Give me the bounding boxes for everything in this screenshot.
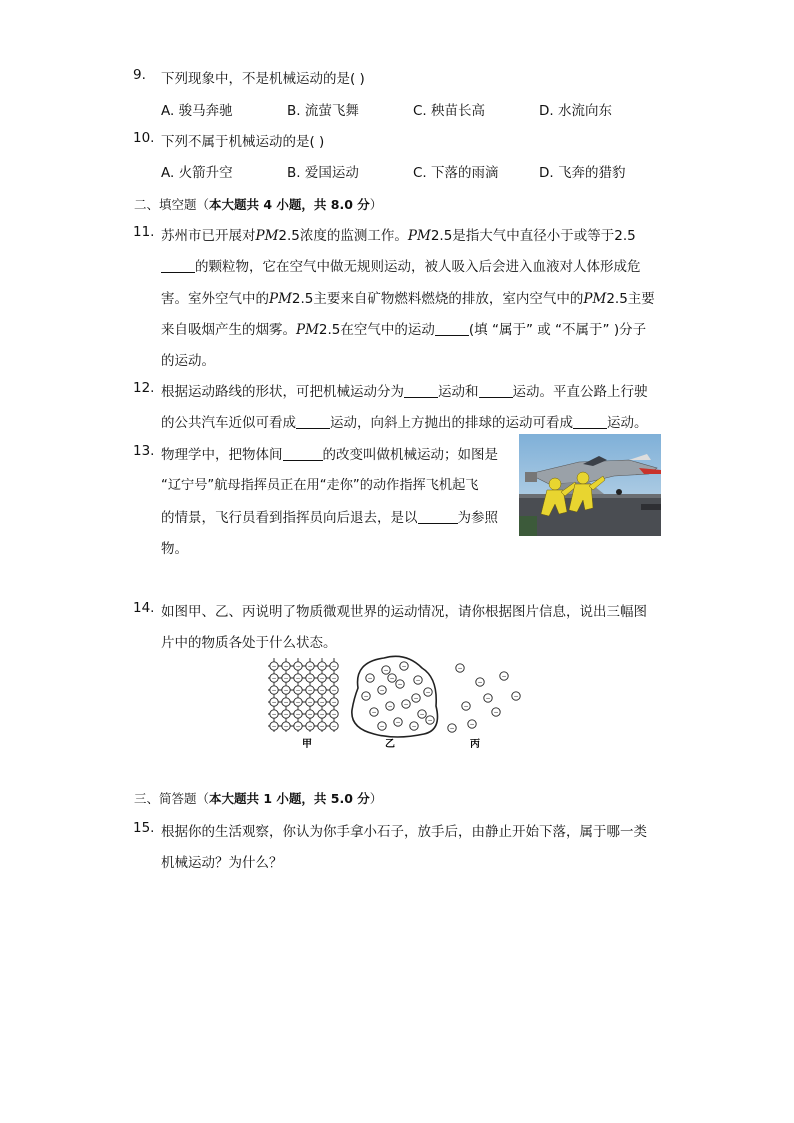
svg-text:−: − — [477, 679, 483, 687]
question-stem: 下列现象中，不是机械运动的是( ) — [161, 71, 365, 87]
question-number: 14. — [133, 600, 155, 616]
svg-text:−: − — [307, 723, 313, 731]
question-line: 如图甲、乙、丙说明了物质微观世界的运动情况，请你根据图片信息，说出三幅图 — [161, 604, 647, 620]
gas-particles — [448, 664, 520, 732]
svg-text:−: − — [427, 717, 433, 725]
particle — [294, 662, 302, 670]
question-number: 12. — [133, 380, 155, 396]
particle — [306, 710, 314, 718]
particle — [402, 700, 410, 708]
answer-blank[interactable] — [479, 385, 513, 398]
liquid-particles — [362, 662, 434, 730]
svg-text:−: − — [319, 687, 325, 695]
question-line: 来自吸烟产生的烟雾。PM2.5在空气中的运动 (填 “属于” 或 “不属于” )分子 — [161, 322, 647, 338]
particle — [306, 674, 314, 682]
particle — [382, 666, 390, 674]
svg-text:−: − — [271, 663, 277, 671]
particle — [378, 686, 386, 694]
question-line: 物。 — [161, 541, 188, 557]
svg-text:−: − — [513, 693, 519, 701]
solid-lattice-diagram — [268, 658, 338, 732]
particle — [386, 702, 394, 710]
particle — [330, 662, 338, 670]
particle — [282, 686, 290, 694]
particle — [282, 698, 290, 706]
particle — [426, 716, 434, 724]
svg-text:−: − — [283, 663, 289, 671]
particle — [412, 694, 420, 702]
svg-text:−: − — [295, 723, 301, 731]
particle — [270, 674, 278, 682]
particle — [370, 708, 378, 716]
question-line: 害。室外空气中的PM2.5主要来自矿物燃料燃烧的排放，室内空气中的PM2.5主要 — [161, 291, 655, 307]
svg-text:−: − — [319, 723, 325, 731]
particle — [282, 662, 290, 670]
question-number: 9. — [133, 67, 146, 83]
answer-blank[interactable] — [283, 448, 323, 461]
svg-text:−: − — [415, 677, 421, 685]
svg-text:−: − — [319, 699, 325, 707]
svg-text:−: − — [271, 723, 277, 731]
svg-text:−: − — [295, 687, 301, 695]
svg-text:−: − — [331, 723, 337, 731]
svg-text:−: − — [363, 693, 369, 701]
svg-text:−: − — [493, 709, 499, 717]
svg-text:−: − — [331, 663, 337, 671]
particle — [330, 698, 338, 706]
particle — [484, 694, 492, 702]
question-number: 11. — [133, 224, 155, 240]
particle-states-figure — [266, 654, 530, 754]
svg-text:−: − — [425, 689, 431, 697]
svg-text:−: − — [331, 699, 337, 707]
particle — [378, 722, 386, 730]
svg-text:−: − — [395, 719, 401, 727]
question-line: 的公共汽车近似可看成 运动，向斜上方抛出的排球的运动可看成 运动。 — [161, 415, 648, 431]
question-line: 物理学中，把物体间 的改变叫做机械运动；如图是 — [161, 447, 498, 463]
particle — [306, 722, 314, 730]
svg-text:−: − — [319, 711, 325, 719]
section-heading: 二、填空题（本大题共 4 小题，共 8.0 分） — [134, 197, 383, 212]
particle — [318, 722, 326, 730]
aircraft-carrier-photo — [519, 434, 661, 536]
option-a: A. 火箭升空 — [161, 165, 233, 181]
particle — [282, 674, 290, 682]
particle — [294, 722, 302, 730]
svg-text:−: − — [283, 711, 289, 719]
option-d: D. 飞奔的猎豹 — [539, 165, 626, 181]
svg-text:−: − — [307, 675, 313, 683]
answer-blank[interactable] — [573, 416, 607, 429]
svg-text:−: − — [307, 699, 313, 707]
svg-text:−: − — [501, 673, 507, 681]
question-number: 13. — [133, 443, 155, 459]
question-line: 苏州市已开展对PM2.5浓度的监测工作。PM2.5是指大气中直径小于或等于2.5 — [161, 228, 636, 244]
particle — [330, 674, 338, 682]
svg-text:−: − — [307, 687, 313, 695]
particle — [270, 686, 278, 694]
answer-blank[interactable] — [435, 323, 469, 336]
particle — [294, 710, 302, 718]
particle — [270, 662, 278, 670]
particle — [462, 702, 470, 710]
svg-text:−: − — [283, 699, 289, 707]
particle — [318, 674, 326, 682]
particle — [270, 722, 278, 730]
particle — [424, 688, 432, 696]
particle — [282, 710, 290, 718]
particle — [366, 674, 374, 682]
svg-text:−: − — [331, 687, 337, 695]
particle — [394, 718, 402, 726]
svg-text:−: − — [411, 723, 417, 731]
question-line: 根据你的生活观察，你认为你手拿小石子，放手后，由静止开始下落，属于哪一类 — [161, 824, 647, 840]
particle — [318, 710, 326, 718]
answer-blank[interactable] — [296, 416, 330, 429]
particle — [270, 710, 278, 718]
particle — [294, 698, 302, 706]
question-line: 根据运动路线的形状，可把机械运动分为 运动和 运动。平直公路上行驶 — [161, 384, 648, 400]
svg-text:−: − — [295, 675, 301, 683]
particle — [318, 662, 326, 670]
question-line: 机械运动？为什么？ — [161, 855, 283, 871]
particle — [294, 674, 302, 682]
svg-text:−: − — [271, 675, 277, 683]
figure-label-bing: 丙 — [470, 739, 480, 750]
svg-text:−: − — [319, 663, 325, 671]
svg-text:−: − — [457, 665, 463, 673]
svg-text:−: − — [449, 725, 455, 733]
svg-text:−: − — [283, 723, 289, 731]
svg-text:−: − — [485, 695, 491, 703]
answer-blank[interactable] — [418, 511, 458, 524]
svg-text:−: − — [331, 675, 337, 683]
particle — [362, 692, 370, 700]
svg-text:−: − — [379, 723, 385, 731]
svg-text:−: − — [295, 663, 301, 671]
particle — [418, 710, 426, 718]
svg-text:−: − — [383, 667, 389, 675]
svg-text:−: − — [367, 675, 373, 683]
svg-text:−: − — [387, 703, 393, 711]
particle — [410, 722, 418, 730]
particle — [400, 662, 408, 670]
particle — [270, 698, 278, 706]
svg-text:−: − — [271, 687, 277, 695]
svg-text:−: − — [413, 695, 419, 703]
particle — [294, 686, 302, 694]
particle — [476, 678, 484, 686]
particle — [396, 680, 404, 688]
particle — [306, 686, 314, 694]
particle — [330, 686, 338, 694]
svg-text:−: − — [283, 675, 289, 683]
section-heading: 三、简答题（本大题共 1 小题，共 5.0 分） — [134, 791, 383, 806]
svg-text:−: − — [295, 711, 301, 719]
svg-text:−: − — [331, 711, 337, 719]
particle — [330, 710, 338, 718]
particle — [318, 686, 326, 694]
question-number: 10. — [133, 130, 155, 146]
question-line: “辽宁号”航母指挥员正在用“走你”的动作指挥飞机起飞 — [161, 478, 479, 493]
option-c: C. 秧苗长高 — [413, 103, 486, 119]
particle — [448, 724, 456, 732]
svg-text:−: − — [389, 675, 395, 683]
option-d: D. 水流向东 — [539, 103, 612, 119]
option-b: B. 爱国运动 — [287, 165, 359, 181]
svg-text:−: − — [271, 699, 277, 707]
svg-text:−: − — [463, 703, 469, 711]
question-stem: 下列不属于机械运动的是( ) — [161, 134, 325, 150]
particle — [318, 698, 326, 706]
svg-text:−: − — [469, 721, 475, 729]
particle — [414, 676, 422, 684]
svg-text:−: − — [419, 711, 425, 719]
question-number: 15. — [133, 820, 155, 836]
particle — [456, 664, 464, 672]
svg-text:−: − — [283, 687, 289, 695]
svg-text:−: − — [295, 699, 301, 707]
option-b: B. 流萤飞舞 — [287, 103, 359, 119]
svg-text:−: − — [319, 675, 325, 683]
question-line: 片中的物质各处于什么状态。 — [161, 635, 337, 651]
svg-text:−: − — [379, 687, 385, 695]
particle — [306, 662, 314, 670]
particle — [330, 722, 338, 730]
svg-text:−: − — [307, 711, 313, 719]
particle — [282, 722, 290, 730]
svg-text:−: − — [307, 663, 313, 671]
question-line: 的情景，飞行员看到指挥员向后退去，是以 为参照 — [161, 510, 498, 526]
option-a: A. 骏马奔驰 — [161, 103, 233, 119]
svg-text:−: − — [371, 709, 377, 717]
figure-label-jia: 甲 — [302, 739, 312, 750]
svg-text:−: − — [397, 681, 403, 689]
question-line: 的颗粒物，它在空气中做无规则运动，被人吸入后会进入血液对人体形成危 — [161, 255, 641, 275]
question-line: 的运动。 — [161, 353, 215, 369]
particle — [388, 674, 396, 682]
svg-text:−: − — [403, 701, 409, 709]
option-c: C. 下落的雨滴 — [413, 165, 499, 181]
svg-text:−: − — [401, 663, 407, 671]
particle — [492, 708, 500, 716]
particle — [468, 720, 476, 728]
particle — [512, 692, 520, 700]
answer-blank[interactable] — [404, 385, 438, 398]
figure-label-yi: 乙 — [385, 739, 395, 750]
answer-blank[interactable] — [161, 260, 195, 273]
particle — [306, 698, 314, 706]
svg-text:−: − — [271, 711, 277, 719]
particle — [500, 672, 508, 680]
